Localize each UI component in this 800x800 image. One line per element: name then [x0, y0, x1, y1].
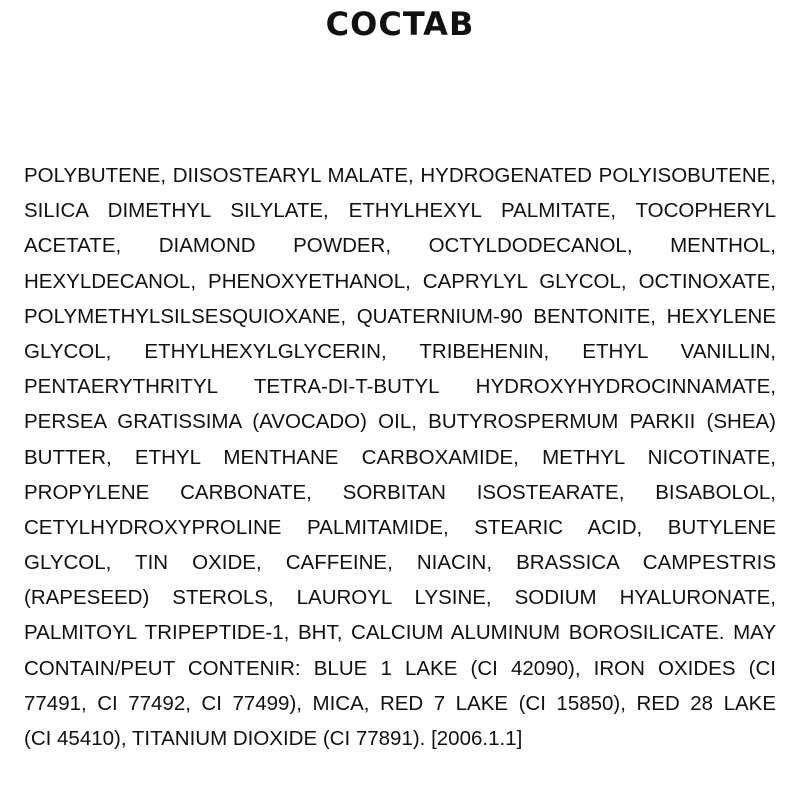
ingredients-line: PALMITOYL TRIPEPTIDE-1, BHT, CALCIUM ALUMINUM BOROSILICATE. MAY — [24, 621, 776, 645]
ingredients-line: PERSEA GRATISSIMA (AVOCADO) OIL, BUTYROSPERMUM PARKII (SHEA) — [24, 410, 776, 434]
ingredients-line: BUTTER, ETHYL MENTHANE CARBOXAMIDE, METHYL NICOTINATE, — [24, 445, 776, 469]
ingredients-line: POLYBUTENE, DIISOSTEARYL MALATE, HYDROGENATED POLYISOBUTENE, — [24, 164, 776, 187]
ingredients-line: CETYLHYDROXYPROLINE PALMITAMIDE, STEARIC ACID, BUTYLENE — [24, 515, 776, 539]
ingredients-line: GLYCOL, TIN OXIDE, CAFFEINE, NIACIN, BRASSICA CAMPESTRIS — [24, 551, 776, 575]
ingredients-line-last: (CI 45410), TITANIUM DIOXIDE (CI 77891). [2006.1.1] — [24, 727, 523, 750]
ingredients-line: (RAPESEED) STEROLS, LAUROYL LYSINE, SODIUM HYALURONATE, — [24, 586, 776, 610]
ingredients-line: PENTAERYTHRITYL TETRA-DI-T-BUTYL HYDROXYHYDROCINNAMATE, — [24, 375, 776, 399]
ingredients-line: POLYMETHYLSILSESQUIOXANE, QUATERNIUM-90 BENTONITE, HEXYLENE — [24, 304, 776, 328]
page-title: COCTAB — [325, 5, 475, 43]
ingredients-line: PROPYLENE CARBONATE, SORBITAN ISOSTEARATE, BISABOLOL, — [24, 480, 776, 504]
ingredients-line: CONTAIN/PEUT CONTENIR: BLUE 1 LAKE (CI 42090), IRON OXIDES (CI — [24, 656, 776, 680]
ingredients-line: SILICA DIMETHYL SILYLATE, ETHYLHEXYL PALMITATE, TOCOPHERYL — [24, 199, 776, 223]
ingredients-line: ACETATE, DIAMOND POWDER, OCTYLDODECANOL, MENTHOL, — [24, 234, 776, 258]
ingredients-line: 77491, CI 77492, CI 77499), MICA, RED 7 LAKE (CI 15850), RED 28 LAKE — [24, 691, 776, 715]
ingredients-line: GLYCOL, ETHYLHEXYLGLYCERIN, TRIBEHENIN, ETHYL VANILLIN, — [24, 339, 776, 363]
ingredients-list — [24, 158, 776, 756]
ingredients-line: HEXYLDECANOL, PHENOXYETHANOL, CAPRYLYL GLYCOL, OCTINOXATE, — [24, 269, 776, 293]
